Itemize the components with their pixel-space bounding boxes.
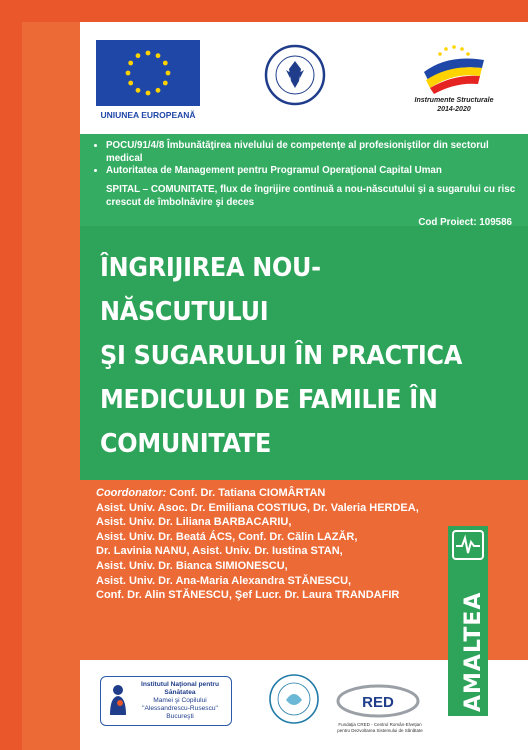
mother-child-icon bbox=[107, 683, 129, 717]
project-info bbox=[92, 140, 512, 178]
title-line: MEDICULUI DE FAMILIE ÎN bbox=[100, 385, 438, 415]
heartbeat-icon bbox=[452, 530, 484, 560]
coordinator-line bbox=[96, 486, 516, 501]
red-foundation-logo bbox=[334, 680, 422, 722]
title-line: ÎNGRIJIREA NOU-NĂSCUTULUI bbox=[100, 253, 321, 327]
book-title bbox=[100, 246, 486, 466]
is-label-years: 2014-2020 bbox=[437, 106, 471, 113]
author-line: Asist. Univ. Dr. Liliana BARBACARIU, bbox=[96, 516, 292, 529]
insmc-text bbox=[133, 681, 227, 721]
svg-text:RED bbox=[362, 694, 394, 711]
project-bullet: • POCU/91/4/8 Îmbunătăţirea nivelului de competenţe al profesioniştilor din sectorul medical bbox=[106, 140, 512, 165]
author-line: Asist. Univ. Dr. Ana-Maria Alexandra STĂNESCU, bbox=[96, 574, 352, 587]
project-bullet: • Autoritatea de Management pentru Programul Operaţional Capital Uman bbox=[106, 165, 512, 178]
red-caption: Fundaţia CRED - Centrul Român-Elveţian pentru Dezvoltarea Sistemului de Sănătate bbox=[337, 722, 423, 733]
structural-instruments-icon bbox=[418, 42, 490, 94]
insmc-line3: "Alessandrescu-Rusescu" Bucureşti bbox=[142, 705, 218, 720]
is-label-text: Instrumente Structurale bbox=[414, 97, 494, 104]
publisher-name: AMALTEA bbox=[461, 591, 486, 712]
project-code: Cod Proiect: 109586 bbox=[418, 217, 512, 228]
eu-flag-icon bbox=[96, 40, 200, 106]
coordinator-name: Conf. Dr. Tatiana CIOMÂRTAN bbox=[169, 487, 326, 499]
project-name: SPITAL – COMUNITATE, flux de îngrijire continuă a nou-născutului şi a sugarului cu risc crescut de îmbolnăvire şi deces bbox=[106, 184, 516, 208]
author-line: Asist. Univ. Dr. Bianca SIMIONESCU, bbox=[96, 559, 288, 572]
structural-instruments-label bbox=[404, 96, 504, 114]
government-seal-icon bbox=[264, 44, 326, 106]
author-line: Asist. Univ. Dr. Beatá ÁCS, Conf. Dr. Călin LAZĂR, bbox=[96, 530, 358, 543]
insmc-line1: Institutul Naţional pentru Sănătatea bbox=[140, 681, 220, 696]
author-line: Conf. Dr. Alin STĂNESCU, Şef Lucr. Dr. Laura TRANDAFIR bbox=[96, 589, 400, 602]
title-line: ŞI SUGARULUI ÎN PRACTICA bbox=[100, 341, 463, 371]
title-line: COMUNITATE bbox=[100, 429, 272, 459]
orange-left-frame bbox=[0, 0, 22, 750]
author-line: Dr. Lavinia NANU, Asist. Univ. Dr. Iustina STAN, bbox=[96, 545, 343, 558]
insmc-line2: Mamei şi Copilului bbox=[153, 697, 207, 704]
red-name: RED bbox=[362, 694, 394, 711]
orange-top-frame bbox=[0, 0, 528, 22]
eu-label: UNIUNEA EUROPEANĂ bbox=[100, 110, 196, 120]
coordinator-label: Coordonator: bbox=[96, 487, 167, 499]
author-line: Asist. Univ. Asoc. Dr. Emiliana COSTIUG, Dr. Valeria HERDEA, bbox=[96, 501, 419, 514]
insmc-logo bbox=[100, 676, 232, 726]
community-hospital-logo bbox=[262, 670, 326, 728]
